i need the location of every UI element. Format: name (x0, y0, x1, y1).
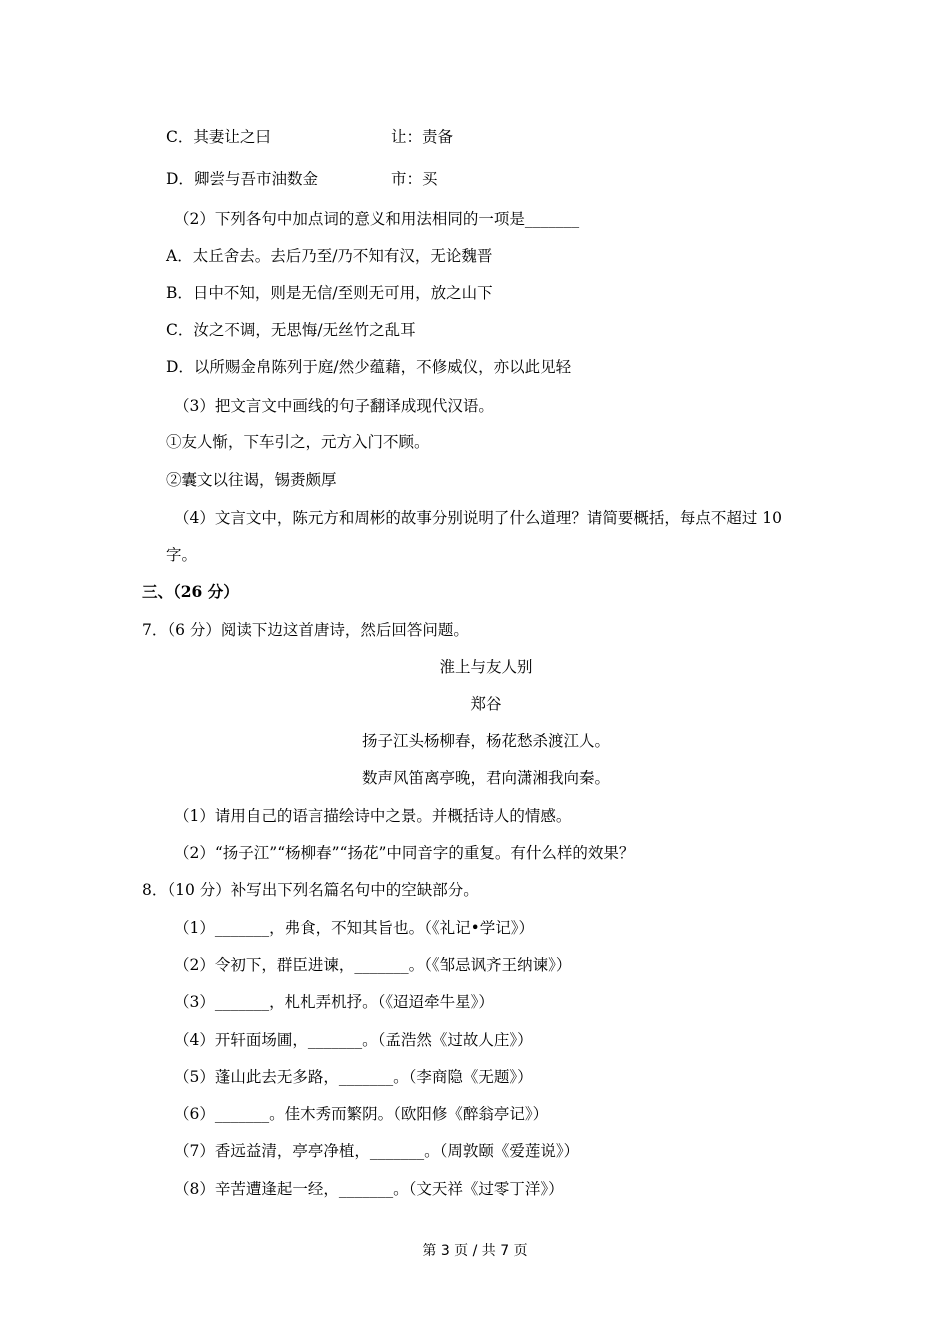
translation-item-1: ①友人惭，下车引之，元方入门不顾。 (166, 433, 430, 451)
option-letter: C． (166, 128, 194, 146)
question-6-2-stem: （2）下列各句中加点词的意义和用法相同的一项是_______ (174, 210, 580, 228)
option-letter: D． (166, 170, 194, 188)
question-6-4-line1: （4）文言文中，陈元方和周彬的故事分别说明了什么道理？请简要概括，每点不超过 10 (174, 509, 783, 527)
poem-title: 淮上与友人别 (439, 658, 533, 676)
option-b: B．日中不知，则是无信/至则无可用，放之山下 (166, 284, 493, 302)
option-c-row (166, 127, 666, 147)
page-number: 第 3 页 / 共 7 页 (422, 1243, 528, 1259)
fill-blank-item: （1）_______，弗食，不知其旨也。（《礼记•学记》） (174, 919, 535, 937)
question-6-3-stem: （3）把文言文中画线的句子翻译成现代汉语。 (174, 397, 494, 415)
question-6-4-line2: 字。 (166, 546, 198, 564)
option-c: C．汝之不调，无思悔/无丝竹之乱耳 (166, 321, 416, 339)
question-7-stem: 7．（6 分）阅读下边这首唐诗，然后回答问题。 (142, 621, 469, 639)
option-a: A．太丘舍去。去后乃至/乃不知有汉，无论魏晋 (166, 247, 493, 265)
question-8-stem: 8．（10 分）补写出下列名篇名句中的空缺部分。 (142, 881, 479, 899)
poem-line-2: 数声风笛离亭晚，君向潇湘我向秦。 (361, 769, 610, 787)
fill-blank-item: （4）开轩面场圃，_______。（孟浩然《过故人庄》） (174, 1031, 533, 1049)
option-d-row (166, 169, 666, 189)
fill-blank-item: （3）_______，札札弄机抒。（《迢迢牵牛星》） (174, 993, 494, 1011)
option-gloss: 让：责备 (391, 128, 454, 146)
fill-blank-item: （6）_______。佳木秀而繁阴。（欧阳修《醉翁亭记》） (174, 1105, 549, 1123)
option-gloss: 市：买 (391, 170, 438, 188)
fill-blank-item: （7）香远益清，亭亭净植，_______。（周敦颐《爱莲说》） (174, 1142, 580, 1160)
question-7-2: （2）“扬子江”“杨柳春”“扬花”中同音字的重复。有什么样的效果？ (174, 844, 635, 862)
question-7-1: （1）请用自己的语言描绘诗中之景。并概括诗人的情感。 (174, 807, 572, 825)
option-text: 其妻让之曰 (193, 128, 271, 146)
fill-blank-item: （5）蓬山此去无多路，_______。（李商隐《无题》） (174, 1068, 533, 1086)
poem-line-1: 扬子江头杨柳春，杨花愁杀渡江人。 (361, 732, 610, 750)
fill-blank-item: （2）令初下，群臣进谏，_______。（《邹忌讽齐王纳谏》） (174, 956, 572, 974)
fill-blank-item: （8）辛苦遭逢起一经，_______。（文天祥《过零丁洋》） (174, 1180, 564, 1198)
poem-author: 郑谷 (470, 695, 502, 713)
translation-item-2: ②囊文以往谒，锡赉颇厚 (166, 471, 337, 489)
section-heading: 三、（26 分） (142, 582, 239, 601)
option-d: D．以所赐金帛陈列于庭/然少蕴藉，不修威仪，亦以此见轻 (166, 358, 572, 376)
option-text: 卿尝与吾市油数金 (193, 170, 318, 188)
